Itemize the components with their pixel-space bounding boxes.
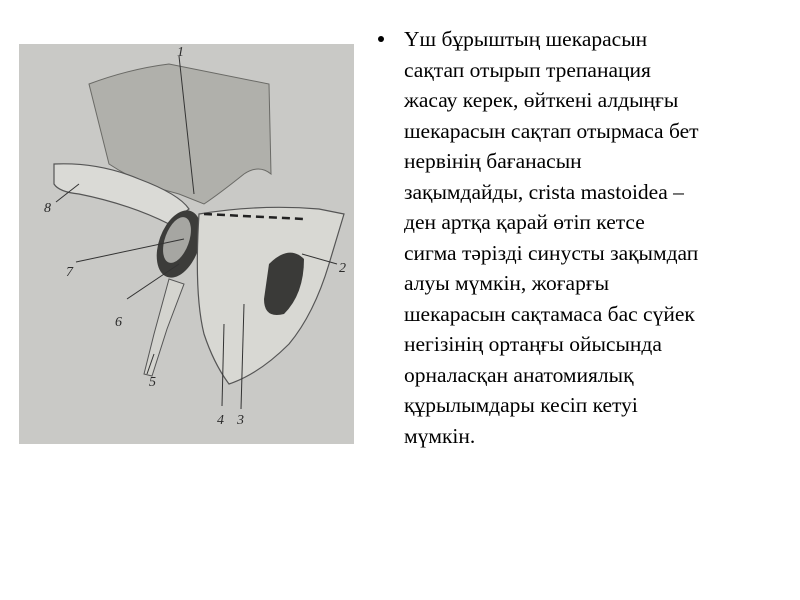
bullet-line: Үш бұрыштың шекарасын: [404, 27, 648, 51]
figure-label-4: 4: [217, 413, 224, 428]
bullet-text: [404, 24, 783, 451]
figure-label-8: 8: [44, 201, 51, 216]
bullet-line: сигма тәрізді синусты зақымдап: [404, 240, 699, 265]
bullet-line: құрылымдары кесіп кетуі: [404, 393, 638, 417]
bullet-line: мүмкін.: [404, 423, 476, 448]
figure-label-3: 3: [237, 413, 244, 428]
figure-label-5: 5: [149, 375, 156, 390]
bullet-line: нервінің бағанасын: [404, 149, 582, 173]
bullet-item: [378, 24, 783, 451]
bullet-line: ден артқа қарай өтіп кетсе: [404, 210, 645, 234]
bullet-marker: [378, 36, 384, 42]
bullet-line: орналасқан анатомиялық: [404, 362, 634, 387]
figure-label-2: 2: [339, 261, 346, 276]
anatomical-illustration: [19, 44, 354, 444]
figure-label-1: 1: [177, 45, 184, 60]
figure-label-7: 7: [66, 265, 73, 280]
figure-label-6: 6: [115, 315, 122, 330]
bullet-line: алуы мүмкін, жоғарғы: [404, 271, 610, 295]
bullet-line: жасау керек, өйткені алдыңғы: [404, 88, 679, 112]
bullet-line: негізінің ортаңғы ойысында: [404, 332, 662, 356]
bullet-list: [378, 24, 783, 451]
bullet-line: зақымдайды, crista mastoidea –: [404, 179, 684, 204]
bullet-line: сақтап отырып трепанация: [404, 57, 651, 82]
bullet-line: шекарасын сақтап отырмаса бет: [404, 118, 699, 143]
temporal-bone-drawing: [19, 44, 354, 444]
bullet-line: шекарасын сақтамаса бас сүйек: [404, 301, 695, 326]
